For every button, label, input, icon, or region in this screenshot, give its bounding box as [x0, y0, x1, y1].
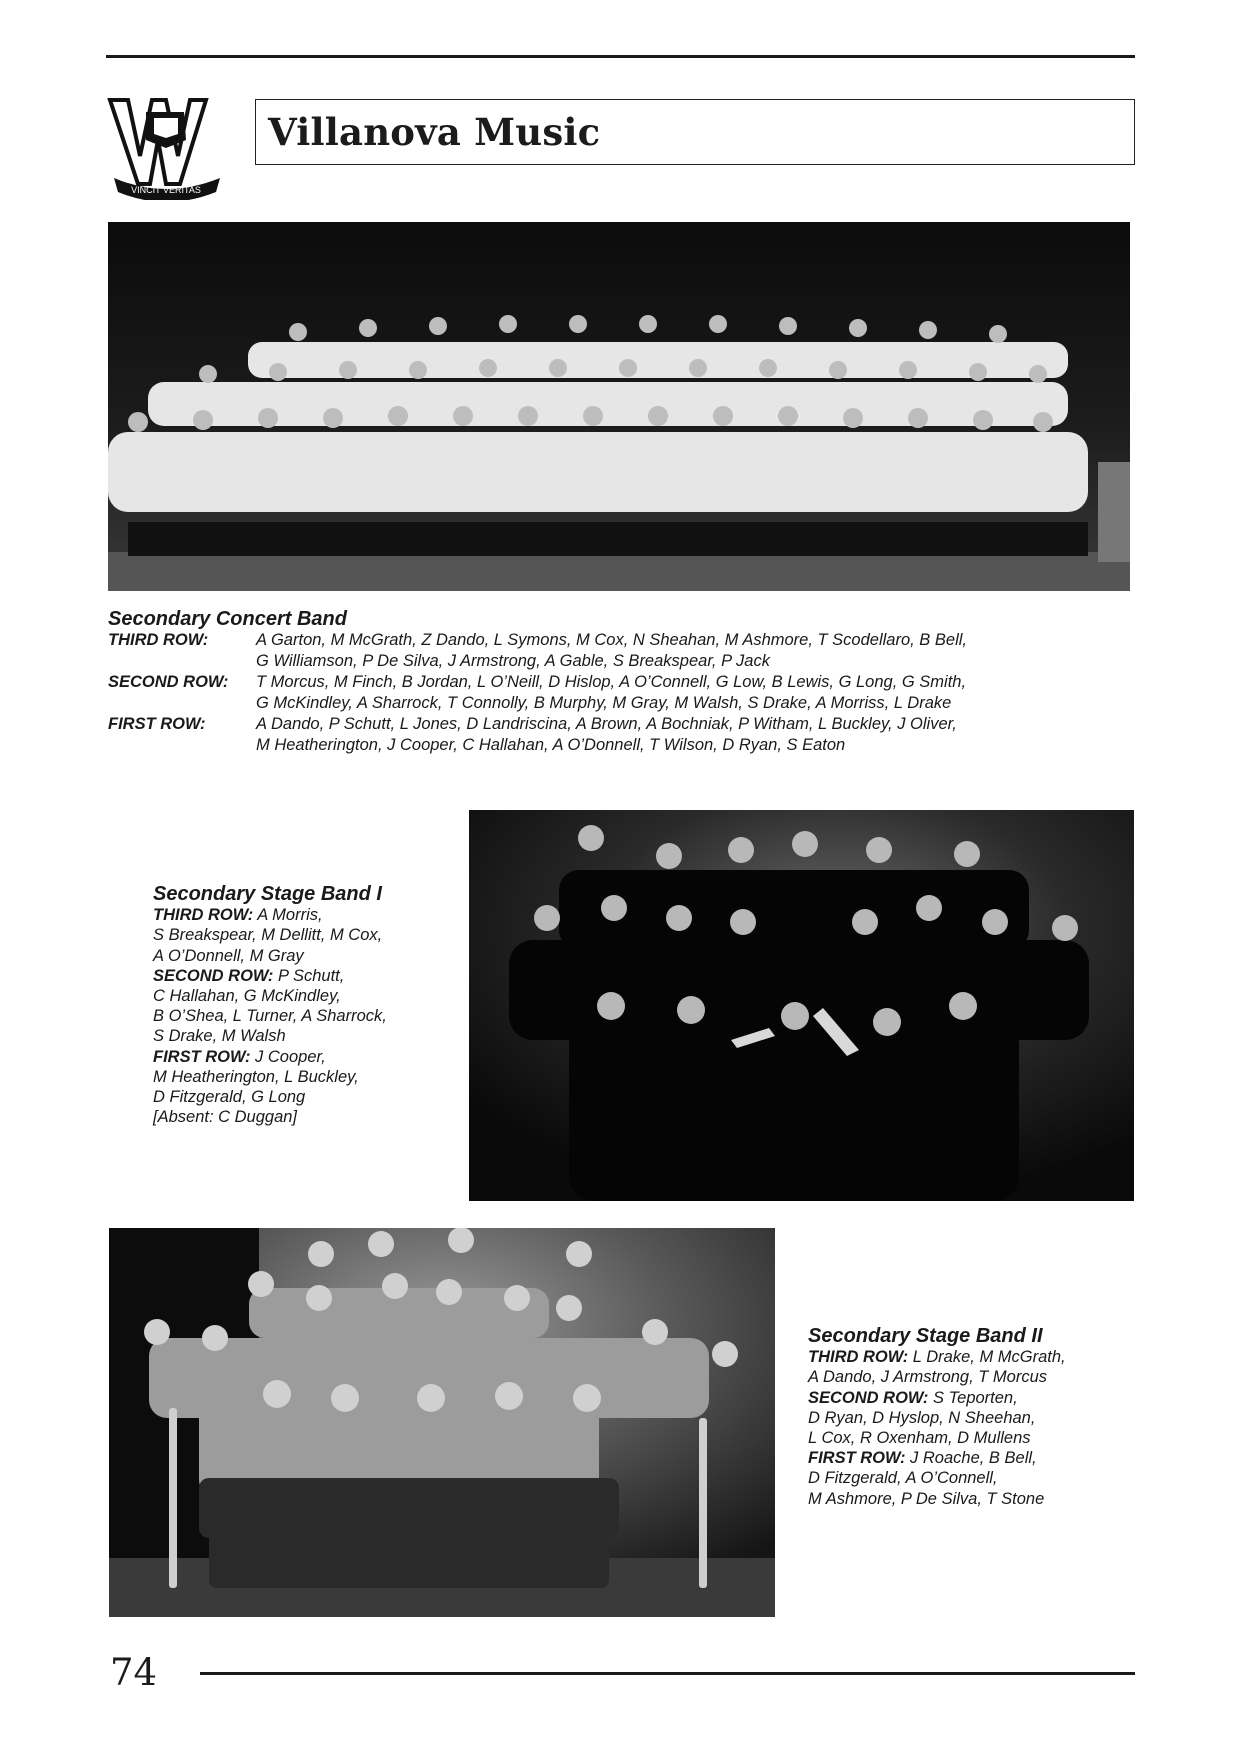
names-line: L Drake, M McGrath,	[912, 1348, 1066, 1367]
names-line: M Heatherington, J Cooper, C Hallahan, A O’Donnell, T Wilson, D Ryan, S Eaton	[256, 736, 846, 754]
row-label: THIRD ROW:	[108, 631, 209, 649]
concert-band-first-row	[108, 714, 1118, 756]
page-title: Villanova Music	[268, 110, 601, 154]
names-line: D Fitzgerald, G Long	[153, 1088, 306, 1107]
names-line: D Ryan, D Hyslop, N Sheehan,	[808, 1408, 1036, 1427]
concert-band-third-row	[108, 630, 1118, 672]
top-rule	[106, 55, 1135, 58]
names-line: T Morcus, M Finch, B Jordan, L O’Neill, D Hislop, A O’Connell, G Low, B Lewis, G Long, G Smith,	[256, 673, 967, 691]
names-line: G Williamson, P De Silva, J Armstrong, A Gable, S Breakspear, P Jack	[256, 652, 770, 670]
row-label: FIRST ROW:	[108, 715, 206, 733]
row-label: SECOND ROW:	[108, 673, 229, 691]
names-line: A Dando, P Schutt, L Jones, D Landriscina, A Brown, A Bochniak, P Witham, L Buckley, J Oliver,	[256, 715, 957, 733]
concert-band-title: Secondary Concert Band	[108, 608, 347, 630]
names-line: G McKindley, A Sharrock, T Connolly, B Murphy, M Gray, M Walsh, S Drake, A Morriss, L Drake	[256, 694, 952, 712]
names-line: A Dando, J Armstrong, T Morcus	[808, 1368, 1048, 1387]
stage-band-2-photo	[109, 1228, 775, 1617]
names-line: J Roache, B Bell,	[910, 1449, 1037, 1468]
names-line: L Cox, R Oxenham, D Mullens	[808, 1429, 1031, 1448]
page-title-box	[255, 99, 1135, 165]
names-line: S Drake, M Walsh	[153, 1027, 286, 1046]
names-line: M Heatherington, L Buckley,	[153, 1067, 359, 1086]
row-label: SECOND ROW:	[808, 1388, 929, 1407]
names-line: J Cooper,	[255, 1047, 326, 1066]
stage-band-2-caption	[808, 1326, 1138, 1509]
names-line: D Fitzgerald, A O’Connell,	[808, 1469, 998, 1488]
concert-band-photo	[108, 222, 1130, 591]
stage-band-1-title: Secondary Stage Band I	[153, 883, 382, 905]
names-line: A Morris,	[257, 906, 323, 925]
row-label: FIRST ROW:	[808, 1449, 906, 1468]
names-line: S Breakspear, M Dellitt, M Cox,	[153, 926, 383, 945]
stage-band-1-photo	[469, 810, 1134, 1201]
school-crest-logo	[106, 96, 226, 200]
absent-note: [Absent: C Duggan]	[153, 1108, 298, 1127]
names-line: B O’Shea, L Turner, A Sharrock,	[153, 1007, 387, 1026]
names-line: C Hallahan, G McKindley,	[153, 987, 341, 1006]
names-line: M Ashmore, P De Silva, T Stone	[808, 1489, 1045, 1508]
row-label: FIRST ROW:	[153, 1047, 251, 1066]
names-line: S Teporten,	[932, 1388, 1018, 1407]
logo-motto: VINCIT VERITAS	[131, 185, 201, 195]
row-label: THIRD ROW:	[808, 1348, 909, 1367]
names-line: A O’Donnell, M Gray	[153, 946, 304, 965]
row-label: SECOND ROW:	[153, 966, 274, 985]
page-number: 74	[110, 1651, 158, 1694]
stage-band-1-caption	[153, 884, 453, 1127]
names-line: P Schutt,	[277, 966, 345, 985]
row-label: THIRD ROW:	[153, 906, 254, 925]
bottom-rule	[200, 1672, 1135, 1675]
concert-band-second-row	[108, 672, 1118, 714]
concert-band-caption	[108, 609, 1118, 756]
stage-band-2-title: Secondary Stage Band II	[808, 1325, 1043, 1347]
names-line: A Garton, M McGrath, Z Dando, L Symons, M Cox, N Sheahan, M Ashmore, T Scodellaro, B Bell,	[256, 631, 967, 649]
